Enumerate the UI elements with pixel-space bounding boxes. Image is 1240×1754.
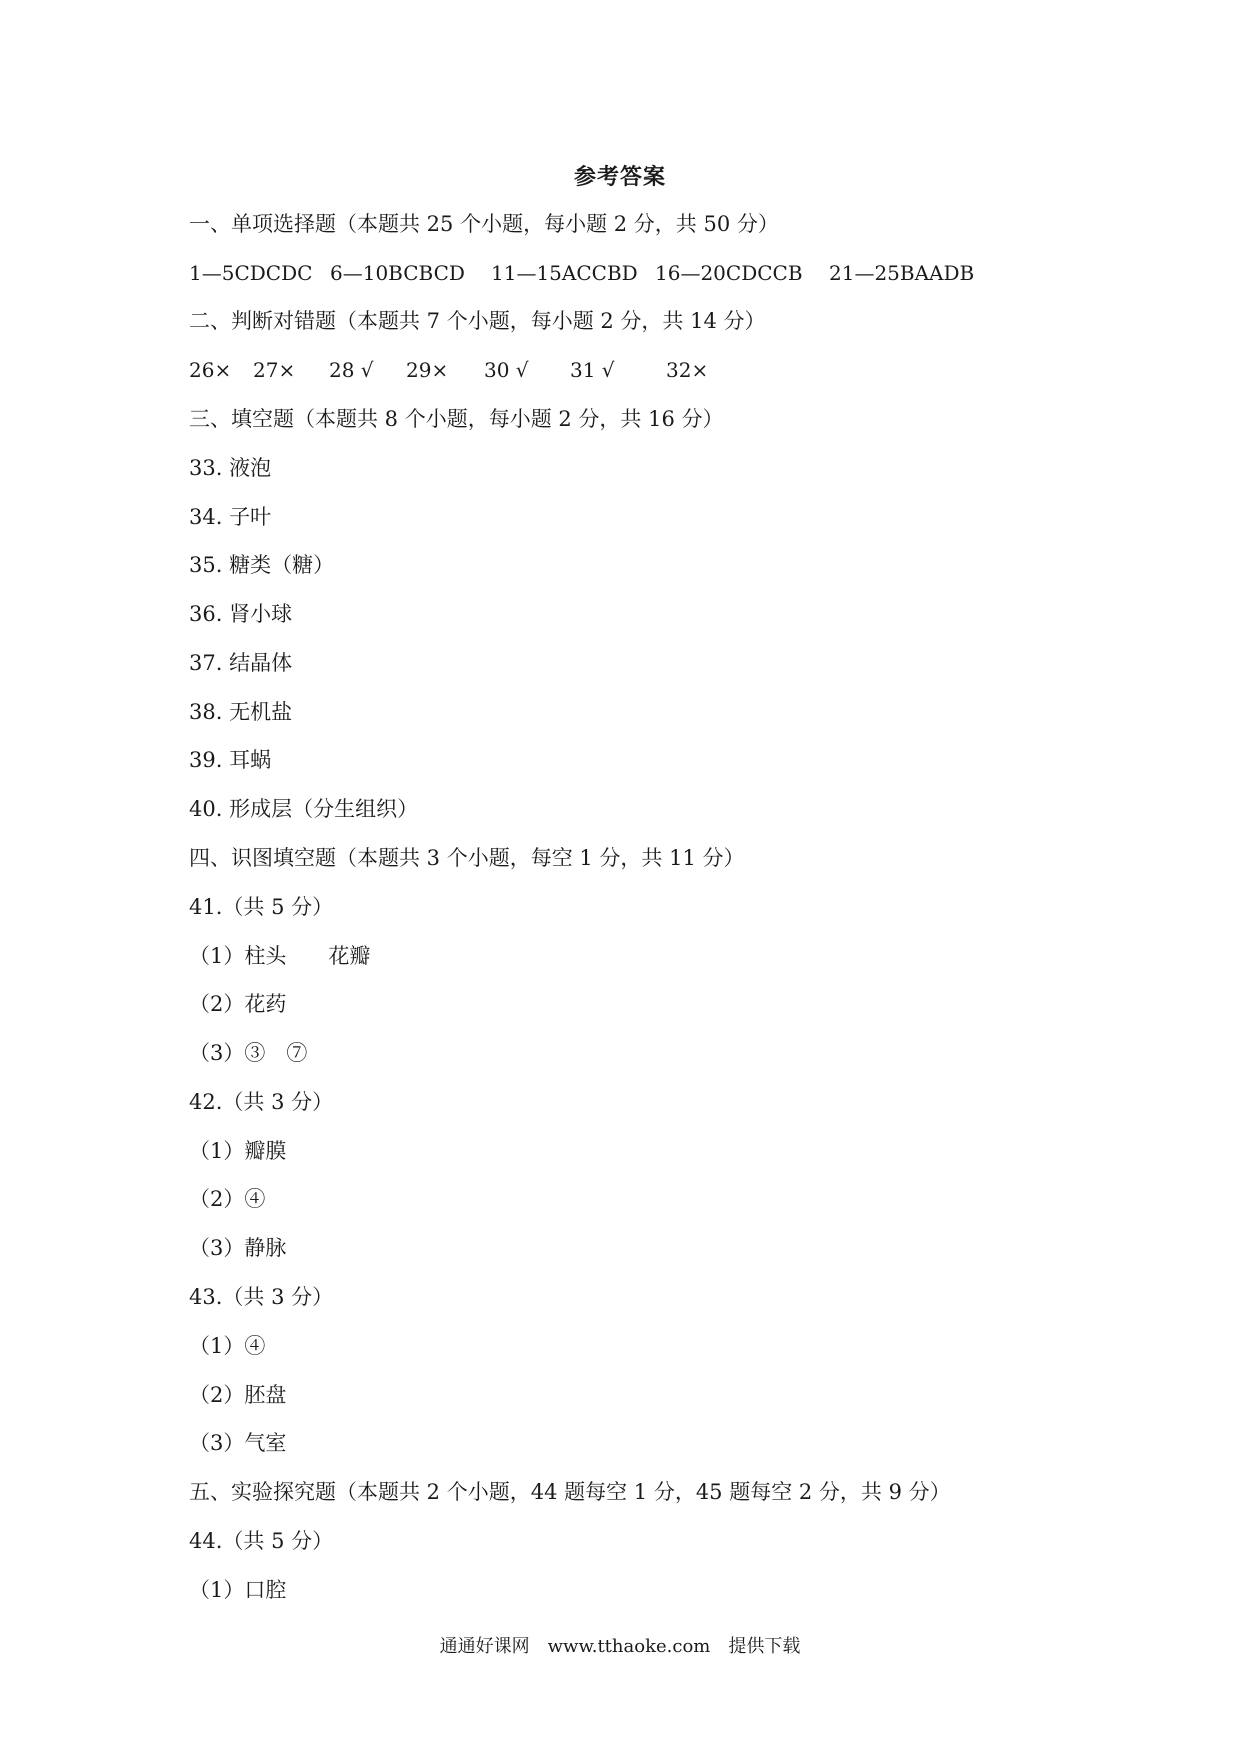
section-5-heading: 五、实验探究题（本题共 2 个小题，44 题每空 1 分，45 题每空 2 分，共 9 分） [189,1480,951,1504]
question-part: （1）④ [189,1334,266,1358]
section-4-heading: 四、识图填空题（本题共 3 个小题，每空 1 分，共 11 分） [189,846,745,870]
fill-answer: 38. 无机盐 [189,700,293,724]
answer-group: 21—25BAADB [829,261,975,285]
page-title: 参考答案 [573,164,666,190]
fill-answer: 34. 子叶 [189,505,272,529]
question-label: 44.（共 5 分） [189,1529,334,1553]
footer-download-note: 通通好课网 www.tthaoke.com 提供下载 [439,1636,801,1657]
answer-group: 11—15ACCBD [491,261,638,285]
answer-item: 30 √ [484,358,529,382]
section-1-heading: 一、单项选择题（本题共 25 个小题，每小题 2 分，共 50 分） [189,212,779,236]
question-part: （2）花药 [189,992,287,1016]
question-part: （1）口腔 [189,1578,287,1602]
fill-answer: 37. 结晶体 [189,651,293,675]
question-part: （1）瓣膜 [189,1139,287,1163]
answer-item: 31 √ [570,358,615,382]
section-2-heading: 二、判断对错题（本题共 7 个小题，每小题 2 分，共 14 分） [189,309,766,333]
question-part: （1）柱头 花瓣 [189,944,371,968]
fill-answer: 40. 形成层（分生组织） [189,797,419,821]
question-part: （3）静脉 [189,1236,287,1260]
section-3-heading: 三、填空题（本题共 8 个小题，每小题 2 分，共 16 分） [189,407,724,431]
answer-item: 32× [666,358,709,382]
question-label: 42.（共 3 分） [189,1090,334,1114]
question-label: 43.（共 3 分） [189,1285,334,1309]
fill-answer: 35. 糖类（糖） [189,553,335,577]
question-part: （2）胚盘 [189,1383,287,1407]
fill-answer: 39. 耳蜗 [189,748,272,772]
fill-answer: 33. 液泡 [189,456,272,480]
answer-item: 26× [189,358,232,382]
fill-answer: 36. 肾小球 [189,602,293,626]
answer-group: 1—5CDCDC [189,261,313,285]
answer-item: 28 √ [329,358,374,382]
question-part: （3）气室 [189,1431,287,1455]
answer-item: 27× [253,358,296,382]
answer-item: 29× [406,358,449,382]
question-label: 41.（共 5 分） [189,895,334,919]
question-part: （2）④ [189,1187,266,1211]
question-part: （3）③ ⑦ [189,1041,308,1065]
answer-group: 16—20CDCCB [655,261,803,285]
answer-group: 6—10BCBCD [330,261,465,285]
